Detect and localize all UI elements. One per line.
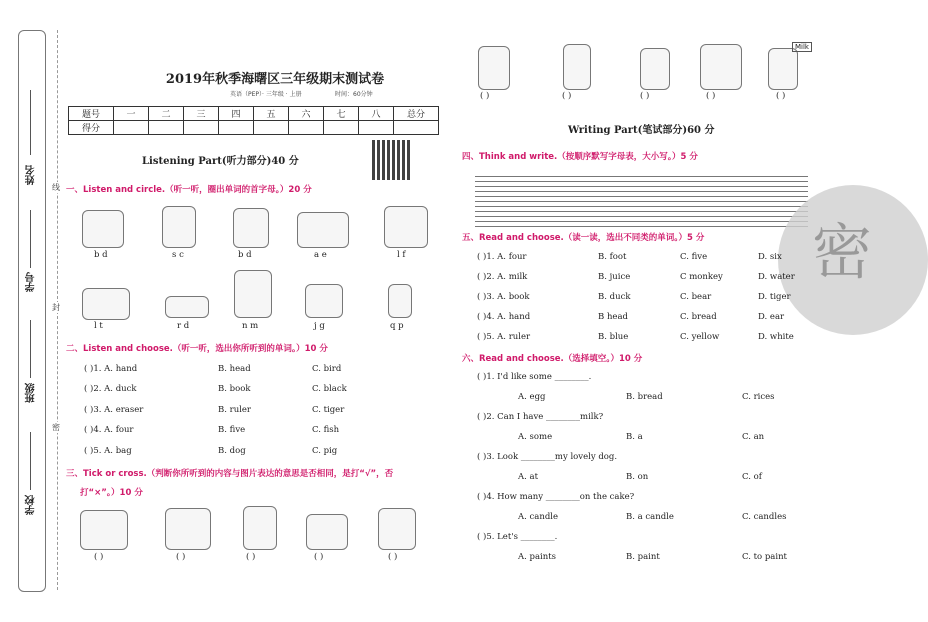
s5-q4-c[interactable]: C. bread: [680, 312, 717, 322]
s6-q4-a[interactable]: A. candle: [518, 512, 559, 522]
class-line: [30, 320, 31, 378]
score-cell[interactable]: [324, 121, 359, 135]
elephant-icon: [297, 212, 349, 248]
exam-time: 时间：60分钟: [335, 91, 373, 98]
s2-q3-c[interactable]: C. tiger: [312, 405, 345, 415]
letter-choice[interactable]: b d: [94, 250, 108, 260]
s6-q3: ( )3. Look ________my lovely dog.: [477, 452, 618, 462]
s5-q1-c[interactable]: C. five: [680, 252, 708, 262]
girl-pointing-icon: [378, 508, 416, 550]
letter-choice[interactable]: l f: [397, 250, 406, 260]
answer-paren[interactable]: ( ): [314, 552, 324, 562]
letter-choice[interactable]: s c: [172, 250, 184, 260]
s5-q5-c[interactable]: C. yellow: [680, 332, 720, 342]
answer-paren[interactable]: ( ): [776, 91, 786, 101]
cake-icon: [243, 506, 277, 550]
s6-q3-a[interactable]: A. at: [518, 472, 539, 482]
s2-q3-b[interactable]: B. ruler: [218, 405, 251, 415]
letter-choice[interactable]: n m: [242, 321, 259, 331]
s6-q5-c[interactable]: C. to paint: [742, 552, 787, 562]
answer-paren[interactable]: ( ): [246, 552, 256, 562]
score-cell[interactable]: [254, 121, 289, 135]
s5-q4-a[interactable]: ( )4. A. hand: [477, 312, 531, 322]
s6-q2: ( )2. Can I have ________milk?: [477, 412, 604, 422]
s2-q1-b[interactable]: B. head: [218, 364, 251, 374]
answer-paren[interactable]: ( ): [640, 91, 650, 101]
score-head: 五: [254, 107, 289, 121]
section5-title: 五、Read and choose.（读一读，选出不同类的单词。）5 分: [462, 233, 705, 243]
score-cell[interactable]: [289, 121, 324, 135]
s6-q2-b[interactable]: B. a: [626, 432, 643, 442]
s5-q1-d[interactable]: D. six: [758, 252, 782, 262]
section2-title: 二、Listen and choose.（听一听，选出你所听到的单词。）10 分: [66, 344, 328, 354]
s2-q5-a[interactable]: ( )5. A. bag: [84, 446, 132, 456]
name-label: 姓名: [26, 165, 37, 185]
bird-icon: [233, 208, 269, 248]
answer-paren[interactable]: ( ): [562, 91, 572, 101]
score-head: 总分: [394, 107, 439, 121]
s5-q1-a[interactable]: ( )1. A. four: [477, 252, 527, 262]
juice-icon: [305, 284, 343, 318]
s2-q1-a[interactable]: ( )1. A. hand: [84, 364, 138, 374]
s6-q2-c[interactable]: C. an: [742, 432, 765, 442]
s2-q2-a[interactable]: ( )2. A. duck: [84, 384, 137, 394]
s2-q2-b[interactable]: B. book: [218, 384, 251, 394]
score-cell[interactable]: [394, 121, 439, 135]
name-line: [30, 90, 31, 155]
s5-q4-d[interactable]: D. ear: [758, 312, 785, 322]
tiger-icon: [82, 288, 130, 320]
cut-mark: 线: [52, 183, 60, 192]
backpack-icon: [640, 48, 670, 90]
s6-q4: ( )4. How many ________on the cake?: [477, 492, 635, 502]
s5-q3-d[interactable]: D. tiger: [758, 292, 791, 302]
s2-q2-c[interactable]: C. black: [312, 384, 347, 394]
monkey-icon: [234, 270, 272, 318]
s5-q3-a[interactable]: ( )3. A. book: [477, 292, 530, 302]
score-head: 二: [149, 107, 184, 121]
pencil-icon: [388, 284, 412, 318]
s6-q5-b[interactable]: B. paint: [626, 552, 660, 562]
score-table: [68, 106, 439, 135]
school-line: [30, 432, 31, 490]
s5-q5-d[interactable]: D. white: [758, 332, 794, 342]
score-head: 三: [184, 107, 219, 121]
ruler-icon: [165, 296, 209, 318]
s2-q4-b[interactable]: B. five: [218, 425, 246, 435]
letter-choice[interactable]: a e: [314, 250, 327, 260]
s6-q5: ( )5. Let's ________.: [477, 532, 558, 542]
s6-q3-b[interactable]: B. on: [626, 472, 649, 482]
cut-mark: 密: [52, 423, 60, 432]
answer-paren[interactable]: ( ): [176, 552, 186, 562]
bread-icon: [82, 210, 124, 248]
qr-code: [372, 140, 412, 180]
secret-stamp-text: 密: [812, 218, 872, 288]
listening-title: Listening Part(听力部分)40 分: [142, 156, 299, 167]
score-head: 七: [324, 107, 359, 121]
letter-choice[interactable]: l t: [94, 321, 103, 331]
cat-icon: [162, 206, 196, 248]
milk-label: Milk: [792, 42, 812, 52]
writing-lines[interactable]: [475, 172, 808, 227]
score-row-label: 得分: [69, 121, 114, 135]
section3-title: 三、Tick or cross.（判断你所听到的内容与图片表达的意思是否相同，是打“√”，否: [66, 469, 394, 479]
exam-subtitle: 英语（PEP）· 三年级 · 上册: [230, 91, 302, 98]
section1-title: 一、Listen and circle.（听一听，圈出单词的首字母。）20 分: [66, 185, 312, 195]
s6-q4-c[interactable]: C. candles: [742, 512, 787, 522]
s5-q5-b[interactable]: B. blue: [598, 332, 629, 342]
answer-paren[interactable]: ( ): [94, 552, 104, 562]
s2-q4-c[interactable]: C. fish: [312, 425, 340, 435]
s6-q4-b[interactable]: B. a candle: [626, 512, 674, 522]
s2-q4-a[interactable]: ( )4. A. four: [84, 425, 134, 435]
s5-q4-b[interactable]: B head: [598, 312, 628, 322]
s6-q5-a[interactable]: A. paints: [518, 552, 557, 562]
score-head: 四: [219, 107, 254, 121]
kid-waving-icon: [700, 44, 742, 90]
s5-q2-a[interactable]: ( )2. A. milk: [477, 272, 528, 282]
cut-mark: 封: [52, 303, 60, 312]
s5-q1-b[interactable]: B. foot: [598, 252, 627, 262]
letter-choice[interactable]: j g: [314, 321, 325, 331]
letter-choice[interactable]: r d: [177, 321, 190, 331]
school-label: 学校: [26, 495, 37, 515]
boy-icon: [478, 46, 510, 90]
answer-paren[interactable]: ( ): [706, 91, 716, 101]
s5-q5-a[interactable]: ( )5. A. ruler: [477, 332, 531, 342]
answer-paren[interactable]: ( ): [388, 552, 398, 562]
writing-title: Writing Part(笔试部分)60 分: [568, 125, 715, 136]
fireplace-icon: [306, 514, 348, 550]
cake-icon: [563, 44, 591, 90]
score-head: 题号: [69, 107, 114, 121]
s5-q3-b[interactable]: B. duck: [598, 292, 631, 302]
answer-paren[interactable]: ( ): [480, 91, 490, 101]
hands-icon: [80, 510, 128, 550]
letter-choice[interactable]: b d: [238, 250, 252, 260]
s2-q3-a[interactable]: ( )3. A. eraser: [84, 405, 144, 415]
score-cell[interactable]: [184, 121, 219, 135]
greeting-kids-icon: [165, 508, 211, 550]
s5-q2-c[interactable]: C monkey: [680, 272, 723, 282]
s5-q2-b[interactable]: B. juice: [598, 272, 631, 282]
student-no-line: [30, 210, 31, 268]
section3-title-cont: 打“×”。）10 分: [80, 488, 143, 498]
s5-q2-d[interactable]: D. water: [758, 272, 795, 282]
s6-q2-a[interactable]: A. some: [518, 432, 553, 442]
s6-q3-c[interactable]: C. of: [742, 472, 762, 482]
student-no-label: 学号: [26, 272, 37, 292]
score-cell[interactable]: [114, 121, 149, 135]
s2-q5-c[interactable]: C. pig: [312, 446, 338, 456]
kid-drinking-milk-icon: [768, 48, 798, 90]
s2-q1-c[interactable]: C. bird: [312, 364, 342, 374]
letter-choice[interactable]: q p: [390, 321, 404, 331]
score-cell[interactable]: [219, 121, 254, 135]
s6-q1-a[interactable]: A. egg: [518, 392, 546, 402]
exam-title: 2019年秋季海曙区三年级期末测试卷: [165, 72, 385, 87]
s2-q5-b[interactable]: B. dog: [218, 446, 246, 456]
class-label: 班级: [26, 383, 37, 403]
s6-q1-c[interactable]: C. rices: [742, 392, 775, 402]
s6-q1-b[interactable]: B. bread: [626, 392, 663, 402]
score-head: 八: [359, 107, 394, 121]
score-cell[interactable]: [149, 121, 184, 135]
score-head: 六: [289, 107, 324, 121]
s5-q3-c[interactable]: C. bear: [680, 292, 712, 302]
score-cell[interactable]: [359, 121, 394, 135]
section6-title: 六、Read and choose.（选择填空。）10 分: [462, 354, 643, 364]
s6-q1: ( )1. I'd like some ________.: [477, 372, 592, 382]
section4-title: 四、Think and write.（按顺序默写字母表，大小写。）5 分: [462, 152, 698, 162]
score-head: 一: [114, 107, 149, 121]
foot-icon: [384, 206, 428, 248]
